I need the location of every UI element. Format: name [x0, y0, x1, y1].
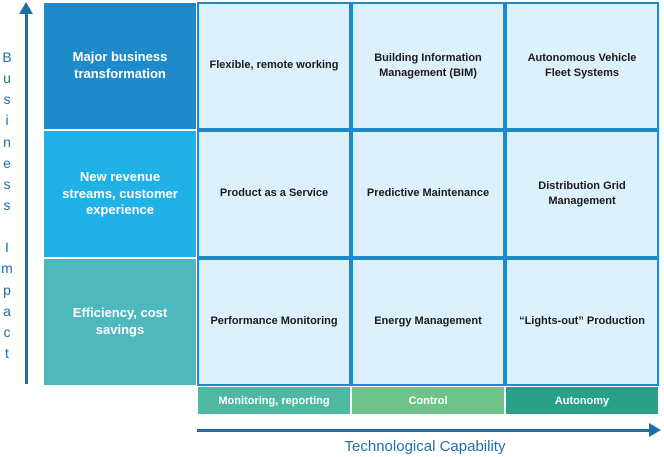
matrix-cell: Energy Management: [351, 258, 505, 386]
matrix-cell: Flexible, remote working: [197, 2, 351, 130]
y-axis-line: [25, 12, 28, 384]
y-axis-letter: I: [5, 239, 9, 256]
y-axis-letter: p: [3, 281, 11, 298]
y-axis-letter: m: [1, 260, 13, 277]
matrix-cell: Autonomous Vehicle Fleet Systems: [505, 2, 659, 130]
row-header-efficiency: Efficiency, cost savings: [43, 258, 197, 386]
column-header-monitoring: Monitoring, reporting: [197, 386, 351, 415]
x-axis-line: [197, 429, 651, 432]
y-axis-letter: i: [5, 112, 9, 129]
row-header-revenue: New revenue streams, customer experience: [43, 130, 197, 258]
y-axis-letter: s: [3, 91, 11, 108]
matrix-cell: Performance Monitoring: [197, 258, 351, 386]
y-axis-letter: e: [3, 154, 11, 171]
y-axis-label: [0, 50, 14, 360]
y-axis-letter: n: [3, 133, 11, 150]
x-axis-label: Technological Capability: [344, 438, 506, 455]
y-axis-letter: s: [3, 196, 11, 213]
y-axis-letter: B: [2, 49, 12, 65]
y-axis-letter-gap: [5, 219, 9, 233]
y-axis-letter: t: [5, 344, 9, 361]
row-header-transformation: Major business transformation: [43, 2, 197, 130]
matrix-cell: “Lights-out” Production: [505, 258, 659, 386]
matrix-cell: Distribution Grid Management: [505, 130, 659, 258]
matrix-cell: Predictive Maintenance: [351, 130, 505, 258]
column-header-control: Control: [351, 386, 505, 415]
column-header-autonomy: Autonomy: [505, 386, 659, 415]
matrix-cell: Building Information Management (BIM): [351, 2, 505, 130]
y-axis-letter: c: [3, 323, 11, 340]
y-axis-letter: s: [3, 175, 11, 192]
x-axis-arrow: [649, 423, 661, 437]
matrix-cell: Product as a Service: [197, 130, 351, 258]
y-axis-letter: u: [3, 70, 11, 87]
y-axis-letter: a: [3, 302, 11, 319]
